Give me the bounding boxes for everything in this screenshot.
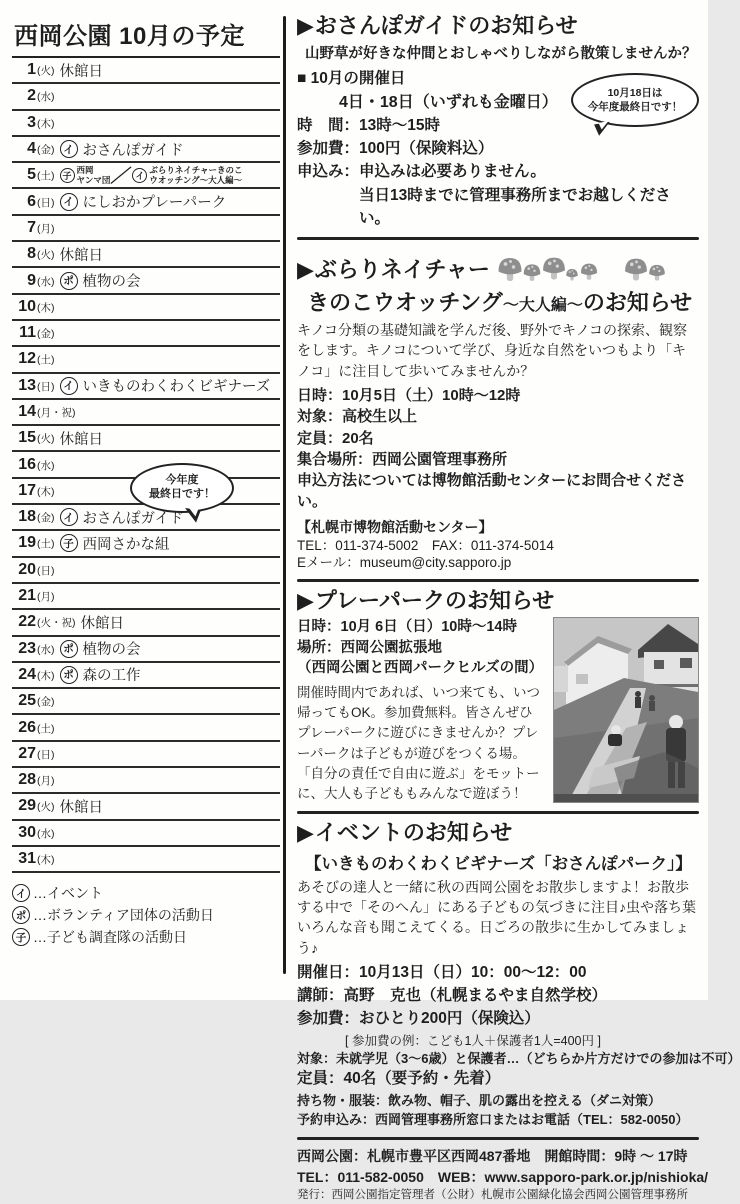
legend-label: …子ども調査隊の活動日 xyxy=(33,927,187,947)
detail-capacity: 定員：20名 xyxy=(297,428,699,449)
calendar-row xyxy=(12,163,280,189)
calendar-event: 森の工作 xyxy=(83,664,141,685)
legend-item-event xyxy=(12,882,280,904)
contact-block xyxy=(297,517,699,572)
calendar-weekday: (火・祝) xyxy=(37,615,76,630)
time-line: 時 間：13時～15時 xyxy=(297,114,699,137)
calendar-row xyxy=(12,689,280,715)
detail-capacity: 定員：40名（要予約・先着） xyxy=(297,1068,699,1091)
footer-divider xyxy=(297,1137,699,1140)
footer xyxy=(297,1146,699,1204)
kids-badge-icon: 子 xyxy=(12,928,30,946)
footer-address-hours: 西岡公園：札幌市豊平区西岡487番地 開館時間：9時 ～ 17時 xyxy=(297,1146,699,1167)
calendar-event: 植物の会 xyxy=(83,270,141,291)
triangle-bullet-icon: ▶ xyxy=(297,820,314,845)
calendar-day: 7 xyxy=(12,219,36,237)
calendar-row xyxy=(12,400,280,426)
section-kinoko-watching xyxy=(297,246,699,572)
calendar-weekday: (月・祝) xyxy=(37,405,76,420)
calendar-row xyxy=(12,216,280,242)
calendar-row xyxy=(12,847,280,873)
calendar-day: 26 xyxy=(12,719,36,737)
detail-date: 開催日：10月13日（日）10：00～12：00 xyxy=(297,962,699,985)
event-badge-icon: イ xyxy=(12,884,30,902)
detail-reservation: 予約申込み：西岡管理事務所窓口またはお電話（TEL：582-0050） xyxy=(297,1110,699,1129)
calendar-day: 6 xyxy=(12,193,36,211)
calendar-event: おさんぽガイド xyxy=(83,139,184,160)
detail-datetime: 日時：10月 6日（日）10時～14時 xyxy=(297,617,545,638)
detail-datetime: 日時：10月5日（土）10時～12時 xyxy=(297,385,699,406)
calendar-day: 20 xyxy=(12,561,36,579)
triangle-bullet-icon: ▶ xyxy=(297,13,314,38)
calendar-row xyxy=(12,768,280,794)
section-divider xyxy=(297,811,699,814)
calendar-event: ぶらりネイチャーきのこ ウオッチング～大人編～ xyxy=(149,165,242,185)
calendar-event: 休館日 xyxy=(60,244,104,265)
calendar-day: 14 xyxy=(12,403,36,421)
calendar-weekday: (木) xyxy=(37,116,55,131)
calendar-weekday: (水) xyxy=(37,826,55,841)
section-title: ▶おさんぽガイドのお知らせ xyxy=(297,13,699,39)
section-event xyxy=(297,820,699,1129)
calendar-weekday: (金) xyxy=(37,510,55,525)
calendar-weekday: (火) xyxy=(37,431,55,446)
calendar-row xyxy=(12,821,280,847)
calendar-weekday: (月) xyxy=(37,221,55,236)
calendar-row xyxy=(12,584,280,610)
announcements-column xyxy=(297,12,699,1204)
calendar-weekday: (木) xyxy=(37,852,55,867)
final-day-speech-bubble: 今年度 最終日です！ xyxy=(130,463,234,513)
calendar-day: 4 xyxy=(12,140,36,158)
event-type-badge: ポ xyxy=(60,640,78,658)
detail-instructor: 講師：高野 克也（札幌まるやま自然学校） xyxy=(297,985,699,1008)
event-type-badge: イ xyxy=(60,508,78,526)
final-day-speech-bubble: 10月18日は 今年度最終日です！ xyxy=(571,73,699,127)
detail-items: 持ち物・服装：飲み物、帽子、肌の露出を控える（ダニ対策） xyxy=(297,1091,699,1110)
section-osanpo-guide xyxy=(297,13,699,230)
calendar-weekday: (土) xyxy=(37,536,55,551)
event-type-badge: ポ xyxy=(60,272,78,290)
calendar-weekday: (金) xyxy=(37,142,55,157)
calendar-event: 休館日 xyxy=(60,428,104,449)
calendar-day: 28 xyxy=(12,771,36,789)
section-title-line2: きのこウオッチング～大人編～のお知らせ xyxy=(307,286,699,317)
fee-example: [ 参加費の例：こども1人＋保護者1人=400円 ] xyxy=(345,1031,699,1049)
section-title: ▶プレーパークのお知らせ xyxy=(297,588,699,614)
calendar-row xyxy=(12,111,280,137)
event-subtitle: 【いきものわくわくビギナーズ「おさんぽパーク」】 xyxy=(305,850,699,874)
event-type-badge: 子 xyxy=(60,534,78,552)
calendar-day: 30 xyxy=(12,824,36,842)
section-title: ▶ぶらりネイチャー xyxy=(297,257,490,283)
detail-fee: 参加費：おひとり200円（保険込） xyxy=(297,1008,699,1031)
calendar-weekday: (火) xyxy=(37,247,55,262)
calendar-weekday: (土) xyxy=(37,352,55,367)
calendar-day: 2 xyxy=(12,87,36,105)
calendar-row xyxy=(12,268,280,294)
triangle-bullet-icon: ▶ xyxy=(297,588,314,613)
calendar-weekday: (日) xyxy=(37,195,55,210)
calendar-row xyxy=(12,84,280,110)
calendar-weekday: (火) xyxy=(37,799,55,814)
calendar-event: いきものわくわくビギナーズ xyxy=(83,375,271,396)
legend-label: …イベント xyxy=(33,883,103,903)
calendar-day: 24 xyxy=(12,666,36,684)
event-type-badge: イ xyxy=(60,140,78,158)
calendar-weekday: (水) xyxy=(37,89,55,104)
calendar-event: 休館日 xyxy=(60,796,104,817)
fee-line: 参加費：100円（保険料込） xyxy=(297,137,699,160)
detail-place-note: （西岡公園と西岡パークヒルズの間） xyxy=(297,658,545,679)
calendar-row xyxy=(12,295,280,321)
calendar-day: 25 xyxy=(12,692,36,710)
section-divider xyxy=(297,237,699,240)
calendar-day: 8 xyxy=(12,245,36,263)
event-type-badge: イ xyxy=(60,377,78,395)
calendar-row xyxy=(12,347,280,373)
calendar-weekday: (日) xyxy=(37,379,55,394)
calendar-day: 11 xyxy=(12,324,36,342)
calendar-weekday: (土) xyxy=(37,168,55,183)
calendar-weekday: (水) xyxy=(37,642,55,657)
calendar-weekday: (日) xyxy=(37,747,55,762)
contact-email: Eメール：museum@city.sapporo.jp xyxy=(297,554,699,572)
detail-meeting-place: 集合場所：西岡公園管理事務所 xyxy=(297,449,699,470)
event-type-badge: イ xyxy=(132,168,147,183)
calendar-event: 植物の会 xyxy=(83,638,141,659)
volunteer-badge-icon: ポ xyxy=(12,906,30,924)
calendar-day: 18 xyxy=(12,508,36,526)
calendar-day: 27 xyxy=(12,745,36,763)
calendar-day: 23 xyxy=(12,640,36,658)
detail-application: 申込方法については博物館活動センターにお問合せください。 xyxy=(297,470,699,513)
footer-publisher: 発行：西岡公園指定管理者（公財）札幌市公園緑化協会西岡公園管理事務所 xyxy=(297,1187,699,1204)
calendar-row xyxy=(12,715,280,741)
calendar-column xyxy=(12,14,280,948)
calendar-row xyxy=(12,742,280,768)
calendar-weekday: (日) xyxy=(37,563,55,578)
section-title: ▶イベントのお知らせ xyxy=(297,820,699,846)
detail-target: 対象：高校生以上 xyxy=(297,406,699,427)
calendar-row xyxy=(12,374,280,400)
calendar-row xyxy=(12,637,280,663)
calendar-row xyxy=(12,321,280,347)
schedule-header: ■ 10月の開催日 xyxy=(297,67,699,90)
apply-line2: 当日13時までに管理事務所までお越しください。 xyxy=(359,184,699,231)
legend-label: …ボランティア団体の活動日 xyxy=(33,905,214,925)
calendar-day: 1 xyxy=(12,61,36,79)
calendar-weekday: (月) xyxy=(37,589,55,604)
calendar-row xyxy=(12,794,280,820)
calendar-event: 西岡 ヤンマ団 xyxy=(77,165,111,185)
calendar-weekday: (木) xyxy=(37,300,55,315)
calendar-row xyxy=(12,505,280,531)
calendar-day: 13 xyxy=(12,377,36,395)
calendar-row xyxy=(12,558,280,584)
triangle-bullet-icon: ▶ xyxy=(297,257,314,282)
calendar-weekday: (土) xyxy=(37,721,55,736)
calendar-weekday: (水) xyxy=(37,458,55,473)
column-divider xyxy=(283,16,286,974)
calendar-day: 17 xyxy=(12,482,36,500)
detail-place: 場所：西岡公園拡張地 xyxy=(297,638,545,659)
section-divider xyxy=(297,579,699,582)
playpark-photo xyxy=(553,617,699,803)
calendar-event: 休館日 xyxy=(60,60,104,81)
calendar-row xyxy=(12,189,280,215)
calendar-day: 21 xyxy=(12,587,36,605)
calendar-day: 29 xyxy=(12,797,36,815)
calendar-weekday: (木) xyxy=(37,668,55,683)
calendar-event: おさんぽガイド xyxy=(83,507,184,528)
section-body: キノコ分類の基礎知識を学んだ後、野外でキノコの探索、観察をします。キノコについて学び、身近な自然をいつもより「キノコ」に注目して歩いてみませんか？ xyxy=(297,320,699,381)
calendar-day: 9 xyxy=(12,272,36,290)
calendar-row xyxy=(12,242,280,268)
section-intro: 山野草が好きな仲間とおしゃべりしながら散策しませんか？ xyxy=(305,42,699,63)
contact-tel-fax: TEL：011-374-5002 FAX：011-374-5014 xyxy=(297,537,699,555)
footer-tel-web: TEL：011-582-0050 WEB：www.sapporo-park.or.jp/nishioka/ xyxy=(297,1167,699,1187)
calendar-day: 22 xyxy=(12,613,36,631)
detail-target: 対象：未就学児（3～6歳）と保護者…（どちらか片方だけでの参加は不可） xyxy=(297,1049,699,1068)
calendar-day: 15 xyxy=(12,429,36,447)
calendar-weekday: (月) xyxy=(37,773,55,788)
calendar-row xyxy=(12,610,280,636)
calendar-weekday: (火) xyxy=(37,63,55,78)
calendar-weekday: (金) xyxy=(37,326,55,341)
event-type-badge: ポ xyxy=(60,666,78,684)
calendar-row xyxy=(12,663,280,689)
calendar-weekday: (金) xyxy=(37,694,55,709)
section-body: 開催時間内であれば、いつ来ても、いつ帰ってもOK。参加費無料。皆さんぜひプレーパークに遊びにきませんか？プレーパークは子どもが遊びをつくる場。「自分の責任で自由に遊ぶ」をモットーに、大人も子どももみんなで遊ぼう！ xyxy=(297,683,545,805)
calendar-weekday: (木) xyxy=(37,484,55,499)
event-type-badge: 子 xyxy=(60,168,75,183)
section-playpark xyxy=(297,588,699,805)
calendar-day: 16 xyxy=(12,456,36,474)
section-body: あそびの達人と一緒に秋の西岡公園をお散歩しますよ！お散歩する中で「そのへん」にある子どもの気づきに注目♪虫や落ち葉いろんな音も聞こえてくる。日ごろの散歩に生かしてみましょう♪ xyxy=(297,877,699,958)
calendar-row xyxy=(12,58,280,84)
calendar-weekday: (水) xyxy=(37,274,55,289)
calendar-event: 休館日 xyxy=(81,612,125,633)
apply-line: 申込み：申込みは必要ありません。 xyxy=(297,160,699,183)
legend-item-kids xyxy=(12,926,280,948)
legend-item-volunteer xyxy=(12,904,280,926)
schedule-dates: 4日・18日（いずれも金曜日） xyxy=(339,91,699,114)
calendar-event: にしおかプレーパーク xyxy=(83,191,227,212)
mushroom-icons xyxy=(496,246,684,286)
calendar-day: 10 xyxy=(12,298,36,316)
event-type-badge: イ xyxy=(60,193,78,211)
calendar-event: 西岡さかな組 xyxy=(83,533,170,554)
calendar-row xyxy=(12,137,280,163)
calendar-day: 19 xyxy=(12,534,36,552)
calendar-row xyxy=(12,426,280,452)
calendar-day: 3 xyxy=(12,114,36,132)
legend xyxy=(12,882,280,948)
calendar-day: 12 xyxy=(12,350,36,368)
calendar-row xyxy=(12,531,280,557)
calendar-title: 西岡公園 10月の予定 xyxy=(12,14,280,58)
calendar-day: 5 xyxy=(12,166,36,184)
contact-name: 【札幌市博物館活動センター】 xyxy=(297,517,699,537)
slash-divider: ／ xyxy=(110,162,134,188)
calendar-day: 31 xyxy=(12,850,36,868)
